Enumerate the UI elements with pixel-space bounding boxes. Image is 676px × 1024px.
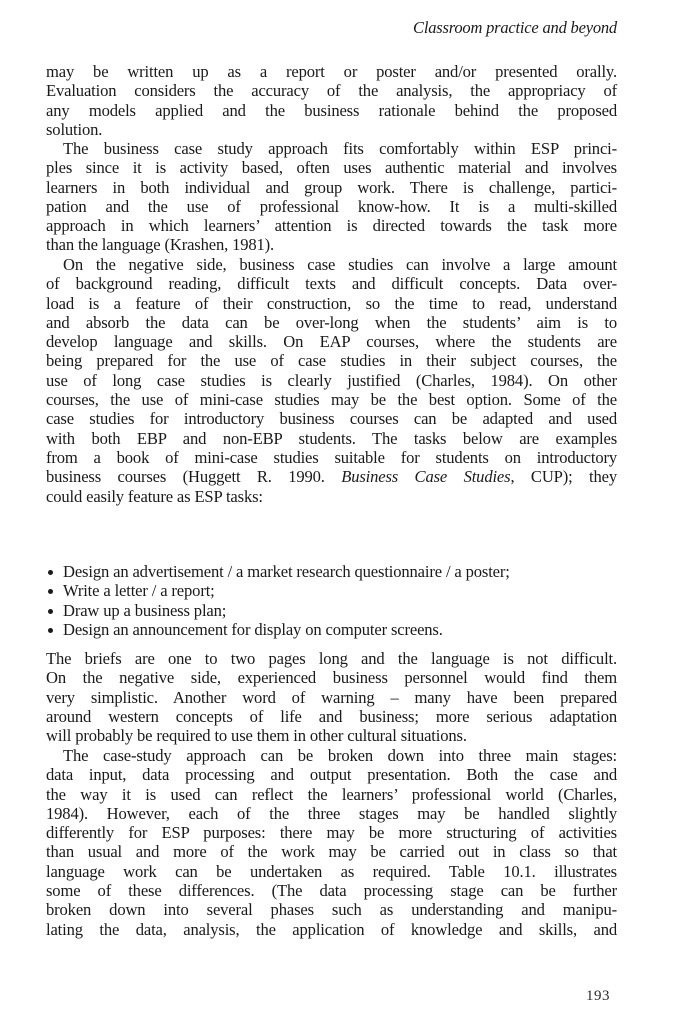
text-line: Evaluation considers the accuracy of the analysis, the appropriacy of: [46, 81, 617, 101]
text-line: data input, data processing and output presentation. Both the case and: [46, 765, 617, 785]
text-line: from a book of mini-case studies suitable for students on introductory: [46, 447, 617, 467]
text-line: some of these differences. (The data processing stage can be further: [46, 881, 617, 901]
text-line: of background reading, difficult texts and difficult concepts. Data over-: [46, 274, 617, 294]
text-line: language work can be undertaken as required. Table 10.1. illustrates: [46, 861, 617, 881]
text-line: ples since it is activity based, often uses authentic material and involves: [46, 158, 617, 178]
text-line: lating the data, analysis, the application of knowledge and skills, and: [46, 919, 617, 939]
text-line: load is a feature of their construction, so the time to read, understand: [46, 293, 617, 313]
citation-lead: business courses (Huggett R. 1990.: [46, 467, 342, 487]
task-list-item: Design an advertisement / a market research questionnaire / a poster;: [46, 562, 626, 581]
text-line: use of long case studies is clearly justified (Charles, 1984). On other: [46, 370, 617, 390]
bullet-icon: [48, 589, 53, 594]
text-line: On the negative side, experienced business personnel would find them: [46, 668, 617, 688]
text-line: On the negative side, business case studies can involve a large amount: [63, 255, 617, 274]
paragraph-negative-side: [46, 255, 617, 506]
text-line: The case-study approach can be broken down into three main stages:: [63, 746, 617, 765]
text-line-citation: [46, 467, 617, 486]
text-line: than the language (Krashen, 1981).: [46, 235, 275, 255]
text-line: develop language and skills. On EAP courses, where the students are: [46, 332, 617, 352]
task-list: [46, 562, 626, 639]
text-line: case studies for introductory business courses can be adapted and used: [46, 409, 617, 429]
running-head: Classroom practice and beyond: [413, 18, 617, 37]
text-line: any models applied and the business rationale behind the proposed: [46, 100, 617, 120]
text-line: 1984). However, each of the three stages may be handled slightly: [46, 803, 617, 823]
text-line: differently for ESP purposes: there may be more structuring of activities: [46, 823, 617, 843]
task-list-item: Design an announcement for display on computer screens.: [46, 620, 626, 639]
text-line: very simplistic. Another word of warning – many have been prepared: [46, 687, 617, 707]
text-line: broken down into several phases such as understanding and manipu-: [46, 900, 617, 920]
citation-tail: , CUP); they: [510, 467, 617, 487]
text-line: the way it is used can reflect the learners’ professional world (Charles,: [46, 784, 617, 804]
text-line: could easily feature as ESP tasks:: [46, 486, 263, 506]
citation-book-title: Business Case Studies: [341, 467, 511, 487]
paragraph-three-stages: [46, 746, 617, 939]
text-line: and absorb the data can be over-long when the students’ aim is to: [46, 312, 617, 332]
text-line: pation and the use of professional know-how. It is a multi-skilled: [46, 196, 617, 216]
text-line: around western concepts of life and business; more serious adaptation: [46, 706, 617, 726]
text-line: being prepared for the use of case studies in their subject courses, the: [46, 351, 617, 371]
page-number: 193: [586, 988, 610, 1004]
task-list-item: Draw up a business plan;: [46, 601, 626, 620]
text-line: courses, the use of mini-case studies may be the best option. Some of the: [46, 390, 617, 410]
text-line: will probably be required to use them in other cultural situations.: [46, 726, 467, 746]
text-line: learners in both individual and group work. There is challenge, partici-: [46, 177, 617, 197]
paragraph-esp-principles: [46, 139, 617, 255]
text-line: The business case study approach fits comfortably within ESP princi-: [63, 139, 617, 158]
text-line: with both EBP and non-EBP students. The tasks below are examples: [46, 428, 617, 448]
bullet-icon: [48, 609, 53, 614]
bullet-icon: [48, 570, 53, 575]
text-line: may be written up as a report or poster and/or presented orally.: [46, 62, 617, 81]
text-line: The briefs are one to two pages long and the language is not difficult.: [46, 649, 617, 668]
text-line: than usual and more of the work may be carried out in class so that: [46, 842, 617, 862]
text-line: solution.: [46, 119, 103, 139]
paragraph-briefs: [46, 649, 617, 745]
bullet-icon: [48, 628, 53, 633]
task-list-item: Write a letter / a report;: [46, 581, 626, 600]
paragraph-report-evaluation: [46, 62, 617, 139]
text-line: approach in which learners’ attention is directed towards the task more: [46, 216, 617, 236]
